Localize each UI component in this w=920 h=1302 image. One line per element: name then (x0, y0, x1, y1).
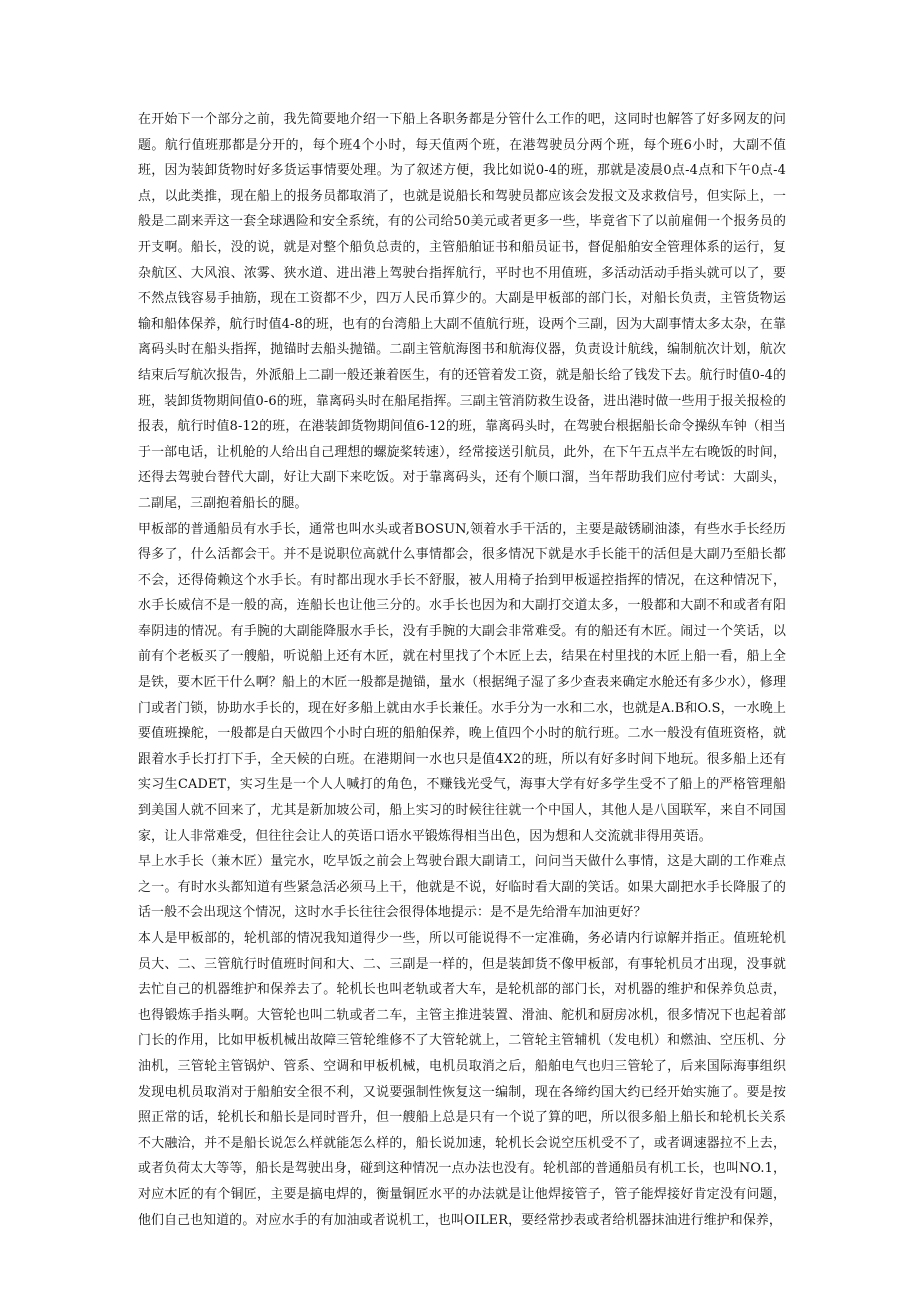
paragraph-ship-officer-duties: 在开始下一个部分之前，我先简要地介绍一下船上各职务都是分管什么工作的吧，这同时也解答了好多网友的问题。航行值班那都是分开的，每个班4个小时，每天值两个班，在港驾驶员分两个班，每个班6小时，大副不值班，因为装卸货物时好多货运事情要处理。为了叙述方便，我比如说0-4的班，那就是凌晨0点-4点和下午0点-4点，以此类推，现在船上的报务员都取消了，也就是说船长和驾驶员都应该会发报文及求救信号，但实际上，一般是二副来弄这一套全球遇险和安全系统，有的公司给50美元或者更多一些，毕竟省下了以前雇佣一个报务员的开支啊。船长，没的说，就是对整个船负总责的，主管船舶证书和船员证书，督促船舶安全管理体系的运行，复杂航区、大风浪、浓雾、狭水道、进出港上驾驶台指挥航行，平时也不用值班，多活动活动手指头就可以了，要不然点钱容易手抽筋，现在工资都不少，四万人民币算少的。大副是甲板部的部门长，对船长负责，主管货物运输和船体保养，航行时值4-8的班，也有的台湾船上大副不值航行班，设两个三副，因为大副事情太多太杂，在靠离码头时在船头指挥，抛锚时去船头抛锚。二副主管航海图书和航海仪器，负责设计航线，编制航次计划，航次结束后写航次报告，外派船上二副一般还兼着医生，有的还管着发工资，就是船长给了钱发下去。航行时值0-4的班，装卸货物期间值0-6的班，靠离码头时在船尾指挥。三副主管消防救生设备，进出港时做一些用于报关报检的报表，航行时值8-12的班，在港装卸货物期间值6-12的班，靠离码头时，在驾驶台根据船长命令操纵车钟（相当于一部电话，让机舱的人给出自己理想的螺旋桨转速），经常接送引航员，此外，在下午五点半左右晚饭的时间，还得去驾驶台替代大副，好让大副下来吃饭。对于靠离码头，还有个顺口溜，当年帮助我们应付考试：大副头，二副尾，三副抱着船长的腿。 (138, 112, 786, 511)
paragraph-deck-crew: 甲板部的普通船员有水手长，通常也叫水头或者BOSUN,领着水手干活的，主要是敲锈刷油漆，有些水手长经历得多了，什么活都会干。并不是说职位高就什么事情都会，很多情况下就是水手长能干的活但是大副乃至船长都不会，还得倚赖这个水手长。有时都出现水手长不舒服，被人用椅子抬到甲板遥控指挥的情况，在这种情况下，水手长威信不是一般的高，连船长也让他三分的。水手长也因为和大副打交道太多，一般都和大副不和或者有阳奉阴违的情况。有手腕的大副能降服水手长，没有手腕的大副会非常难受。有的船还有木匠。闹过一个笑话，以前有个老板买了一艘船，听说船上还有木匠，就在村里找了个木匠上去，结果在村里找的木匠上船一看，船上全是铁，要木匠干什么啊？船上的木匠一般都是抛锚，量水（根据绳子湿了多少查表来确定水舱还有多少水），修理门或者门锁，协助水手长的，现在好多船上就由水手长兼任。水手分为一水和二水，也就是A.B和O.S，一水晚上要值班操舵，一般都是白天做四个小时白班的船舶保养，晚上值四个小时的航行班。二水一般没有值班资格，就跟着水手长打打下手，全天候的白班。在港期间一水也只是值4X2的班，所以有好多时间下地玩。很多船上还有实习生CADET，实习生是一个人人喊打的角色，不赚钱光受气，海事大学有好多学生受不了船上的严格管理船到美国人就不回来了，尤其是新加坡公司，船上实习的时候往往就一个中国人，其他人是八国联军，来自不同国家，让人非常难受，但往往会让人的英语口语水平锻炼得相当出色，因为想和人交流就非得用英语。 (138, 521, 786, 844)
paragraph-morning-work-request: 早上水手长（兼木匠）量完水，吃早饭之前会上驾驶台跟大副请工，问问当天做什么事情，这是大副的工作难点之一。有时水头都知道有些紧急活必须马上干，他就是不说，好临时看大副的笑话。如果大副把水手长降服了的话一般不会出现这个情况，这时水手长往往会很得体地提示：是不是先给滑车加油更好？ (138, 854, 786, 921)
paragraph-engine-department: 本人是甲板部的，轮机部的情况我知道得少一些，所以可能说得不一定准确，务必请内行谅解并指正。值班轮机员大、二、三管航行时值班时间和大、二、三副是一样的，但是装卸货不像甲板部，有事轮机员才出现，没事就去忙自己的机器维护和保养去了。轮机长也叫老轨或者大车，是轮机部的部门长，对机器的维护和保养负总责，也得锻炼手指头啊。大管轮也叫二轨或者二车，主管主推进装置、滑油、舵机和厨房冰机，很多情况下也起着部门长的作用，比如甲板机械出故障三管轮维修不了大管轮就上，二管轮主管辅机（发电机）和燃油、空压机、分油机，三管轮主管锅炉、管系、空调和甲板机械，电机员取消之后，船舶电气也归三管轮了，后来国际海事组织发现电机员取消对于船舶安全很不利，又说要强制性恢复这一编制，现在各缔约国大约已经开始实施了。要是按照正常的话，轮机长和船长是同时晋升，但一艘船上总是只有一个说了算的吧，所以很多船上船长和轮机长关系不大融洽，并不是船长说怎么样就能怎么样的，船长说加速，轮机长会说空压机受不了，或者调速器拉不上去，或者负荷太大等等，船长是驾驶出身，碰到这种情况一点办法也没有。轮机部的普通船员有机工长，也叫NO.1，对应木匠的有个铜匠，主要是搞电焊的，衡量铜匠水平的办法就是让他焊接管子，管子能焊接好肯定没有问题，他们自己也知道的。对应水手的有加油或者说机工，也叫OILER，要经常抄表或者给机器抹油进行维护和保养， (138, 931, 786, 1228)
document-page (138, 107, 786, 1233)
